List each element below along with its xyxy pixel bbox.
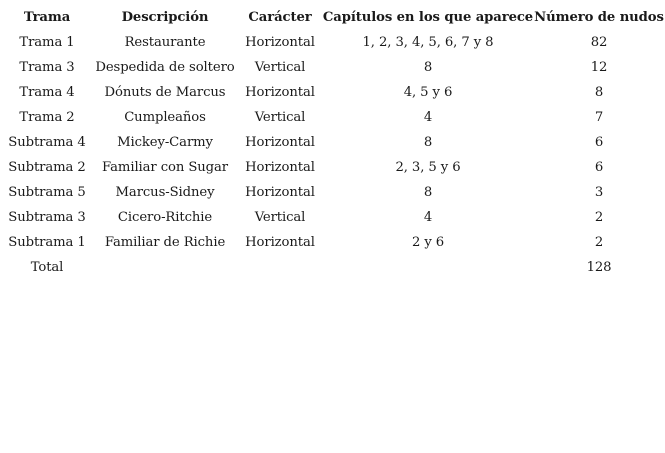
cell-caracter: Horizontal: [245, 160, 315, 175]
table-row: [2, 155, 664, 180]
table-row: [2, 230, 664, 255]
total-row: [2, 255, 664, 280]
total-label: Total: [30, 260, 64, 275]
cell-capitulos: 4: [423, 110, 433, 125]
cell-nudos: 12: [590, 60, 608, 75]
cell-caracter: Vertical: [254, 110, 306, 125]
header-caracter: Carácter: [248, 9, 312, 25]
header-trama: Trama: [23, 9, 71, 25]
cell-capitulos: 2, 3, 5 y 6: [395, 160, 461, 175]
cell-nudos: 82: [590, 35, 608, 50]
cell-descripcion: Marcus-Sidney: [115, 185, 215, 200]
total-empty-descripcion: [92, 255, 238, 280]
cell-trama: Trama 3: [19, 60, 75, 75]
table-row: [2, 80, 664, 105]
cell-caracter: Horizontal: [245, 235, 315, 250]
cell-nudos: 2: [594, 235, 604, 250]
cell-capitulos: 8: [423, 135, 433, 150]
cell-capitulos: 2 y 6: [411, 235, 445, 250]
total-empty-caracter: [238, 255, 322, 280]
header-numero-nudos: Número de nudos: [534, 9, 664, 25]
table-header: [2, 4, 664, 30]
cell-nudos: 7: [594, 110, 604, 125]
cell-trama: Subtrama 5: [8, 185, 86, 200]
header-descripcion: Descripción: [121, 9, 209, 25]
cell-nudos: 8: [594, 85, 604, 100]
table-row: [2, 55, 664, 80]
cell-descripcion: Mickey-Carmy: [117, 135, 213, 150]
cell-descripcion: Familiar de Richie: [104, 235, 226, 250]
cell-nudos: 2: [594, 210, 604, 225]
cell-caracter: Vertical: [254, 210, 306, 225]
cell-caracter: Horizontal: [245, 35, 315, 50]
cell-descripcion: Despedida de soltero: [95, 60, 235, 75]
cell-capitulos: 1, 2, 3, 4, 5, 6, 7 y 8: [362, 35, 494, 50]
table-row: [2, 105, 664, 130]
total-empty-capitulos: [322, 255, 534, 280]
header-capitulos: Capítulos en los que aparece: [322, 9, 534, 25]
cell-trama: Trama 2: [19, 110, 75, 125]
cell-descripcion: Familiar con Sugar: [102, 160, 228, 175]
table-row: [2, 205, 664, 230]
cell-trama: Subtrama 2: [8, 160, 86, 175]
cell-trama: Trama 1: [19, 35, 75, 50]
cell-trama: Subtrama 1: [8, 235, 86, 250]
cell-caracter: Vertical: [254, 60, 306, 75]
cell-capitulos: 4: [423, 210, 433, 225]
cell-capitulos: 8: [423, 185, 433, 200]
table-row: [2, 130, 664, 155]
table-body: [2, 30, 664, 280]
header-row: [2, 4, 664, 30]
cell-descripcion: Cumpleaños: [124, 110, 206, 125]
cell-descripcion: Dónuts de Marcus: [104, 85, 226, 100]
cell-descripcion: Cicero-Ritchie: [117, 210, 213, 225]
table-row: [2, 30, 664, 55]
cell-caracter: Horizontal: [245, 135, 315, 150]
cell-caracter: Horizontal: [245, 85, 315, 100]
cell-nudos: 6: [594, 160, 604, 175]
cell-trama: Subtrama 3: [8, 210, 86, 225]
cell-descripcion: Restaurante: [124, 35, 206, 50]
cell-capitulos: 4, 5 y 6: [403, 85, 453, 100]
cell-capitulos: 8: [423, 60, 433, 75]
cell-trama: Trama 4: [19, 85, 75, 100]
plot-table: [2, 4, 664, 280]
total-value: 128: [586, 260, 612, 275]
table-row: [2, 180, 664, 205]
cell-nudos: 6: [594, 135, 604, 150]
cell-nudos: 3: [594, 185, 604, 200]
cell-trama: Subtrama 4: [8, 135, 86, 150]
cell-caracter: Horizontal: [245, 185, 315, 200]
